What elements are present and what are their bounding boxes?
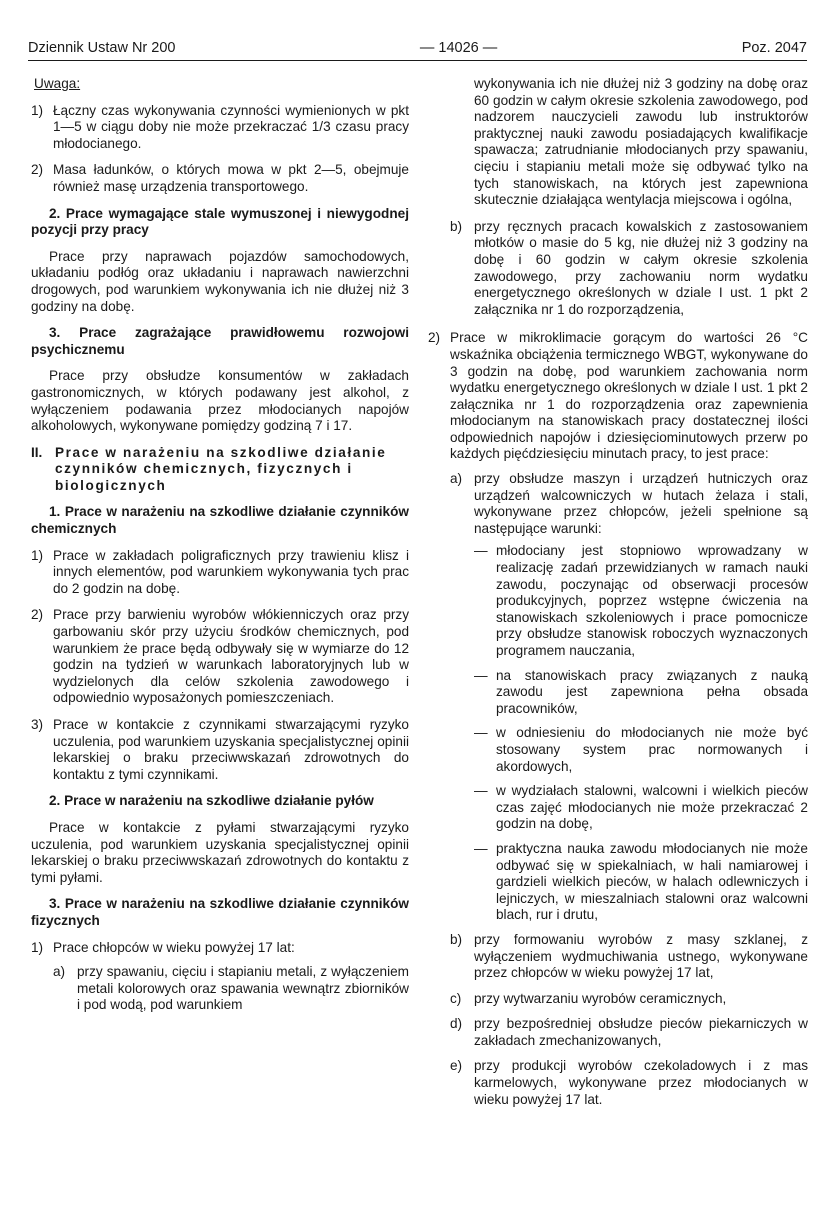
sub-item — [450, 932, 808, 982]
section-heading: 3. Prace w narażeniu na szkodliwe działanie czynników fizycznych — [31, 896, 409, 928]
list-item — [31, 717, 409, 783]
section-text: Prace w kontakcie z pyłami stwarzającymi ryzyko uczulenia, pod warunkiem uzyskania specjalistycznej opinii lekarskiej o braku przeciwwskazań zdrowotnych do kontaktu z tymi pyłami. — [31, 819, 409, 885]
page-number: — 14026 — — [419, 40, 498, 56]
sub-item-label: a) — [53, 964, 66, 980]
category-label: II. — [31, 444, 43, 460]
note-item — [31, 103, 409, 153]
sub-item-label: c) — [450, 990, 462, 1006]
dash-item — [474, 841, 808, 924]
dash-item — [474, 668, 808, 718]
item-label: 3) — [31, 717, 44, 732]
item-text: Prace w mikroklimacie gorącym do wartości 26 °C wskaźnika obciążenia termicznego WBGT, wykonywane do 3 godzin na dobę, pod warunkiem zachowania norm wydatku energetycznego określonych w dziale I ust. 1 pkt 2 załącznika nr 1 do rozporządzenia oraz zapewnienia młodocianym na stanowiskach pracy dostatecznej ilości odpowiednich napojów i dziesięciominutowych przerw po każdych pięćdziesięciu minutach pracy, to jest prace: — [450, 330, 808, 462]
sub-item-text: przy wytwarzaniu wyrobów ceramicznych, — [474, 990, 727, 1006]
dash-text: praktyczna nauka zawodu młodocianych nie może odbywać się w spiekalniach, w hali namiarowej i gardzieli wielkich pieców, w halach odlewniczych i lejniczych, w mieszalniach stalowni oraz walcowni blach, rur i drutu, — [496, 840, 808, 923]
item-text: Prace chłopców w wieku powyżej 17 lat: — [53, 939, 295, 955]
sub-item — [450, 1016, 808, 1049]
position-number: Poz. 2047 — [741, 40, 807, 56]
sub-item-label: a) — [450, 471, 463, 487]
sub-item-label: b) — [450, 931, 463, 947]
section-heading: 2. Prace wymagające stale wymuszonej i niewygodnej pozycji przy pracy — [31, 205, 409, 238]
dash-text: w wydziałach stalowni, walcowni i wielkich pieców czas zajęć młodocianych nie może przekraczać 2 godzin na dobę, — [496, 783, 808, 832]
left-column — [31, 76, 409, 1023]
sub-item-label: b) — [450, 218, 463, 234]
sub-item-text: przy bezpośredniej obsłudze pieców piekarniczych w zakładach zmechanizowanych, — [474, 1016, 808, 1048]
item-label: 1) — [31, 547, 44, 563]
dash-text: w odniesieniu do młodocianych nie może być stosowany system prac normowanych i akordowych, — [496, 725, 808, 774]
journal-title: Dziennik Ustaw Nr 200 — [28, 40, 176, 56]
dash-mark: — — [474, 725, 488, 741]
dash-mark: — — [474, 840, 488, 856]
sub-item-text: przy obsłudze maszyn i urządzeń hutniczych oraz urządzeń walcowniczych w hutach żelaza i stali, wykonywane przez chłopców, jeżeli spełnione są następujące warunki: — [474, 471, 808, 536]
page-header — [28, 30, 807, 61]
sub-item — [53, 964, 409, 1014]
item-text: Prace przy barwieniu wyrobów włókienniczych oraz przy garbowaniu skór przy użyciu środków chemicznych, pod warunkiem że prace będą odbywały się w wymiarze do 12 godzin na tydzień w warunkach laboratoryjnych lub w wydzielonych dla celów szkolenia zawodowego i odpowiednio wyposażonych pomieszczeniach. — [53, 607, 409, 706]
list-item — [31, 940, 409, 957]
note-item — [31, 162, 409, 195]
section-heading: 1. Prace w narażeniu na szkodliwe działanie czynników chemicznych — [31, 504, 409, 537]
section-heading: 2. Prace w narażeniu na szkodliwe działanie pyłów — [49, 793, 374, 809]
category-heading — [31, 445, 409, 495]
section-heading: 3. Prace zagrażające prawidłowemu rozwojowi psychicznemu — [31, 325, 409, 357]
dash-text: na stanowiskach pracy związanych z nauką zawodu jest zapewniona pełna obsada pracowników, — [496, 667, 808, 716]
sub-item-label: d) — [450, 1016, 463, 1032]
dash-text: młodociany jest stopniowo wprowadzany w realizację zadań przewidzianych w ramach nauki zawodu, poczynając od obserwacji procesów produkcyjnych, poprzez wstępne ćwiczenia na stanowiskach szkoleniowych i prace pomocnicze przy obsłudze stanowisk roboczych wyznaczonych programem nauczania, — [496, 543, 808, 658]
sub-item-text: przy ręcznych pracach kowalskich z zastosowaniem młotków o masie do 5 kg, nie dłużej niż 3 godziny na dobę i 60 godzin w całym okresie szkolenia zawodowego, przy zachowaniu norm wydatku energetycznego określonych w dziale I ust. 1 pkt 2 załącznika nr 1 do rozporządzenia, — [474, 218, 808, 317]
right-column — [428, 76, 808, 1117]
list-item — [428, 330, 808, 463]
sub-item-text: przy formowaniu wyrobów z masy szklanej, z wyłączeniem wydmuchiwania ustnego, wykonywane przez chłopców w wieku powyżej 17 lat, — [474, 931, 808, 981]
note-label: 2) — [31, 162, 44, 178]
list-item — [31, 607, 409, 707]
sub-item — [450, 991, 808, 1008]
note-label: 1) — [31, 102, 44, 118]
item-label: 2) — [428, 330, 441, 346]
dash-mark: — — [474, 543, 488, 559]
dash-mark: — — [474, 783, 488, 799]
note-text: Łączny czas wykonywania czynności wymienionych w pkt 1—5 w ciągu doby nie może przekraczać 1/3 czasu pracy młodocianego. — [53, 102, 409, 151]
dash-item — [474, 543, 808, 659]
section-text: Prace przy obsłudze konsumentów w zakładach gastronomicznych, w których podawany jest alkohol, z wyłączeniem podawania przez młodocianych napojów alkoholowych, wykonywane pomiędzy godziną 7 i 17. — [31, 368, 409, 434]
item-label: 1) — [31, 939, 44, 955]
category-title: Prace w narażeniu na szkodliwe działanie czynników chemicznych, fizycznych i biologicznych — [55, 444, 387, 493]
note-text: Masa ładunków, o których mowa w pkt 2—5, obejmuje również masę urządzenia transportowego. — [53, 162, 409, 194]
sub-item-text: przy spawaniu, cięciu i stapianiu metali, z wyłączeniem metali kolorowych oraz spawania wewnątrz zbiorników i pod wodą, pod warunkiem — [77, 964, 409, 1013]
dash-item — [474, 725, 808, 775]
sub-item — [450, 219, 808, 319]
dash-item — [474, 783, 808, 833]
sub-item — [450, 1058, 808, 1108]
item-text: Prace w kontakcie z czynnikami stwarzającymi ryzyko uczulenia, pod warunkiem uzyskania specjalistycznej opinii lekarskiej o braku przeciwwskazań zdrowotnych do kontaktu z tymi czynnikami. — [53, 717, 409, 782]
section-text: Prace przy naprawach pojazdów samochodowych, układaniu podłóg oraz układaniu i naprawach nawierzchni drogowych, pod warunkiem wykonywania ich nie dłużej niż 3 godziny na dobę. — [31, 248, 409, 314]
sub-item-label: e) — [450, 1058, 463, 1074]
continued-text: wykonywania ich nie dłużej niż 3 godziny na dobę oraz 60 godzin w całym okresie szkolenia zawodowego, pod nadzorem nauczycieli zawodu lub instruktorów praktycznej nauki zawodu posiadających kwalifikacje spawacza; zatrudnianie młodocianych przy spawaniu, cięciu i stapianiu metali może się odbywać tylko na tych stanowiskach, na których jest zapewniona skutecznie działająca wentylacja miejscowa i ogólna, — [474, 76, 808, 208]
note-heading: Uwaga: — [34, 76, 81, 91]
item-label: 2) — [31, 607, 44, 623]
sub-item-text: przy produkcji wyrobów czekoladowych i z mas karmelowych, wykonywane przez młodocianych w wieku powyżej 17 lat. — [474, 1058, 808, 1107]
dash-mark: — — [474, 667, 488, 683]
item-text: Prace w zakładach poligraficznych przy trawieniu klisz i innych elementów, pod warunkiem wykonywania tych prac do 2 godzin na dobę. — [53, 547, 409, 596]
list-item — [31, 548, 409, 598]
sub-item — [450, 471, 808, 537]
